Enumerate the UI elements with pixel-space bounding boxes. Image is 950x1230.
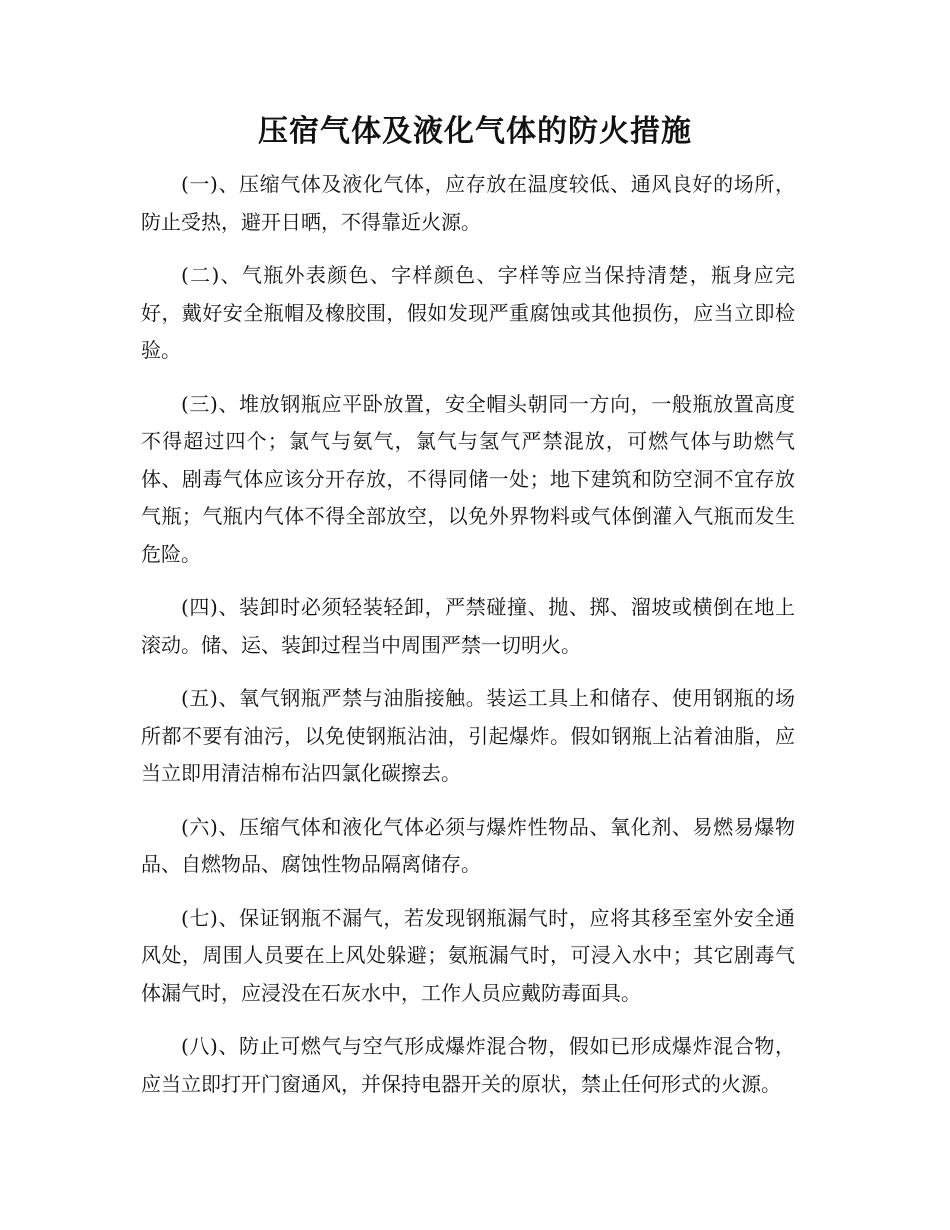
paragraph-4: (四)、装卸时必须轻装轻卸，严禁碰撞、抛、掷、溜坡或横倒在地上滚动。储、运、装卸过程当中周围严禁一切明火。 [141, 595, 795, 657]
paragraph-8: (八)、防止可燃气与空气形成爆炸混合物，假如已形成爆炸混合物，应当立即打开门窗通风，并保持电器开关的原状，禁止任何形式的火源。 [141, 1034, 795, 1096]
paragraph-3: (三)、堆放钢瓶应平卧放置，安全帽头朝同一方向，一般瓶放置高度不得超过四个；氯气与氨气，氯气与氢气严禁混放，可燃气体与助燃气体、剧毒气体应该分开存放，不得同储一处；地下建筑和防空洞不宜存放气瓶；气瓶内气体不得全部放空，以免外界物料或气体倒灌入气瓶而发生危险。 [141, 391, 795, 566]
paragraph-2: (二)、气瓶外表颜色、字样颜色、字样等应当保持清楚，瓶身应完好，戴好安全瓶帽及橡胶围，假如发现严重腐蚀或其他损伤，应当立即检验。 [141, 263, 795, 362]
document-body [141, 166, 795, 1119]
paragraph-5: (五)、氧气钢瓶严禁与油脂接触。装运工具上和储存、使用钢瓶的场所都不要有油污，以免使钢瓶沾油，引起爆炸。假如钢瓶上沾着油脂，应当立即用清洁棉布沾四氯化碳擦去。 [141, 686, 795, 785]
paragraph-7: (七)、保证钢瓶不漏气，若发现钢瓶漏气时，应将其移至室外安全通风处，周围人员要在上风处躲避；氨瓶漏气时，可浸入水中；其它剧毒气体漏气时，应浸没在石灰水中，工作人员应戴防毒面具。 [141, 905, 795, 1005]
document-title: 压宿气体及液化气体的防火措施 [258, 114, 692, 149]
paragraph-6: (六)、压缩气体和液化气体必须与爆炸性物品、氧化剂、易燃易爆物品、自燃物品、腐蚀性物品隔离储存。 [141, 814, 795, 876]
paragraph-1: (一)、压缩气体及液化气体，应存放在温度较低、通风良好的场所，防止受热，避开日晒，不得靠近火源。 [141, 172, 795, 234]
